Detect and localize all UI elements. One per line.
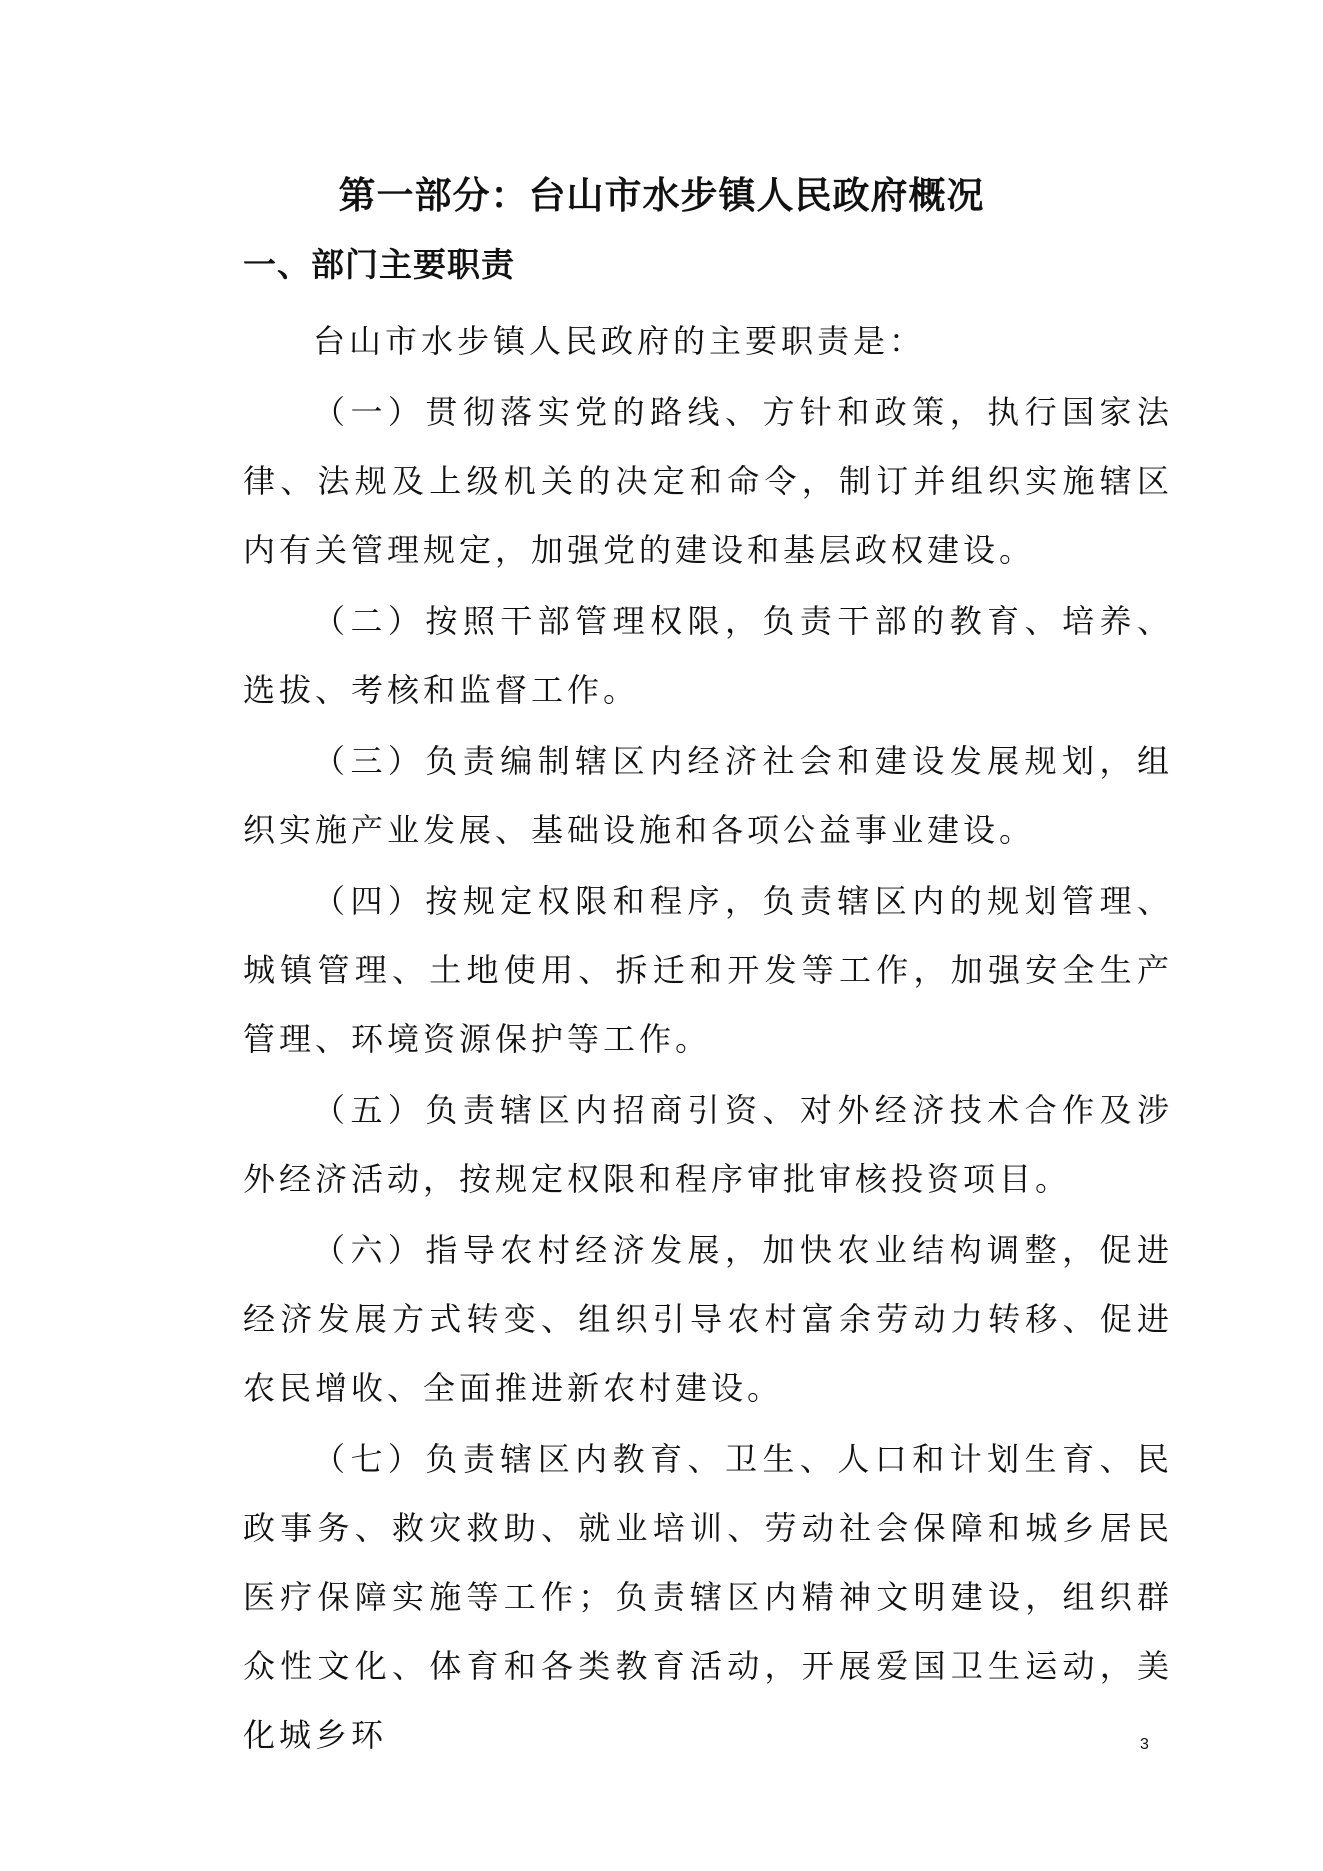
- page-number: 3: [1140, 1736, 1149, 1753]
- duty-paragraph-5: （五）负责辖区内招商引资、对外经济技术合作及涉外经济活动，按规定权限和程序审批审核投资项目。: [243, 1091, 1173, 1198]
- section-heading: 一、部门主要职责: [243, 245, 515, 284]
- duty-paragraph-2: （二）按照干部管理权限，负责干部的教育、培养、选拔、考核和监督工作。: [243, 602, 1173, 709]
- duty-paragraph-7: （七）负责辖区内教育、卫生、人口和计划生育、民政事务、救灾救助、就业培训、劳动社会保障和城乡居民医疗保障实施等工作；负责辖区内精神文明建设，组织群众性文化、体育和各类教育活动，开展爱国卫生运动，美化城乡环: [243, 1440, 1173, 1754]
- duty-paragraph-1: （一）贯彻落实党的路线、方针和政策，执行国家法律、法规及上级机关的决定和命令，制订并组织实施辖区内有关管理规定，加强党的建设和基层政权建设。: [243, 393, 1173, 569]
- intro-paragraph: 台山市水步镇人民政府的主要职责是：: [313, 322, 926, 360]
- page-title: 第一部分：台山市水步镇人民政府概况: [338, 173, 985, 217]
- body-text: [243, 307, 1173, 1772]
- duty-paragraph-4: （四）按规定权限和程序，负责辖区内的规划管理、城镇管理、土地使用、拆迁和开发等工作，加强安全生产管理、环境资源保护等工作。: [243, 882, 1173, 1058]
- duty-paragraph-6: （六）指导农村经济发展，加快农业结构调整，促进经济发展方式转变、组织引导农村富余劳动力转移、促进农民增收、全面推进新农村建设。: [243, 1231, 1173, 1407]
- duty-paragraph-3: （三）负责编制辖区内经济社会和建设发展规划，组织实施产业发展、基础设施和各项公益事业建设。: [243, 742, 1173, 849]
